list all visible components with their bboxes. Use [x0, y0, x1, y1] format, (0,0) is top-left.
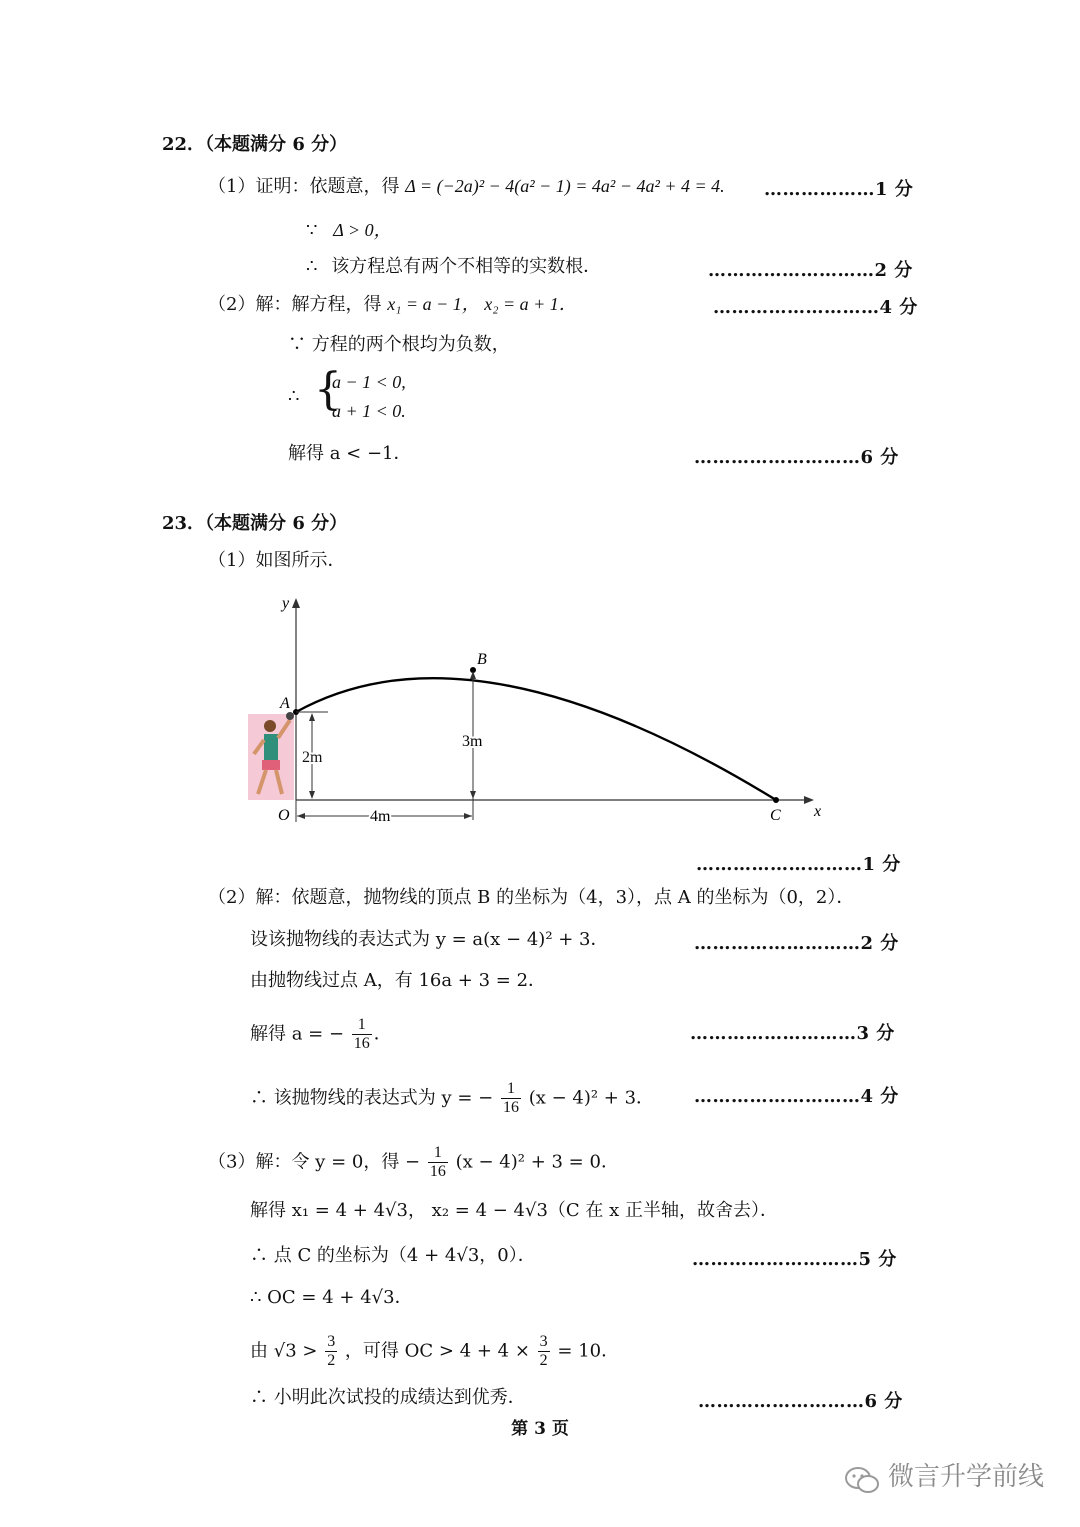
q23-title: 23．（本题满分 6 分） — [162, 513, 348, 534]
q23-part3-line4: ∴ OC = 4 + 4√3． — [250, 1287, 413, 1308]
q23-part2-line5-prefix: ∴ 该抛物线的表达式为 y = − — [250, 1087, 494, 1109]
distance-label: 4m — [370, 808, 391, 825]
q23-part3-line5-b: ，可得 OC > 4 + 4 × — [344, 1340, 530, 1362]
therefore-symbol: ∴ — [306, 256, 318, 277]
system-brace: { — [314, 364, 342, 415]
q23-part3-line2: 解得 x₁ = 4 + 4√3， x₂ = 4 − 4√3（C 在 x 正半轴，故舍去）． — [250, 1200, 779, 1221]
q22-negative-roots: ∵ 方程的两个根均为负数， — [288, 334, 510, 355]
fraction-numerator: 1 — [428, 1144, 448, 1163]
fraction-one-sixteenth-3 — [428, 1144, 448, 1181]
point-c-dot — [773, 797, 779, 803]
q23-score-5: ………………………5 分 — [692, 1249, 897, 1270]
q23-part2-line5 — [250, 1080, 654, 1117]
fraction-denominator: 16 — [353, 1035, 370, 1052]
q22-part1-prefix: （1）证明：依题意，得 — [208, 176, 400, 197]
q22-because-line — [306, 219, 392, 242]
q23-part3-line5-c: = 10． — [557, 1340, 620, 1362]
fraction-one-sixteenth-2 — [501, 1080, 521, 1117]
q22-therefore-line — [306, 256, 601, 278]
q23-part2-line2: 设该抛物线的表达式为 y = a(x − 4)² + 3． — [250, 929, 609, 950]
fraction-one-sixteenth — [352, 1016, 372, 1053]
parabola-curve — [296, 678, 776, 800]
therefore-symbol-2: ∴ — [288, 386, 300, 407]
wechat-icon — [844, 1465, 880, 1497]
q23-score-4: ………………………4 分 — [694, 1086, 899, 1107]
q23-part2-line4-prefix: 解得 a = − — [250, 1023, 345, 1045]
athlete-illustration — [248, 712, 294, 800]
height-b-label: 3m — [462, 733, 483, 750]
fraction-numerator: 3 — [539, 1333, 548, 1350]
fraction-numerator: 3 — [327, 1333, 336, 1350]
q22-score-4: ………………………4 分 — [713, 297, 918, 318]
origin-label: O — [278, 807, 290, 824]
q22-part2-roots: x₁ = a − 1， x₂ = a + 1． — [387, 294, 577, 314]
fraction-numerator: 1 — [352, 1016, 372, 1035]
q22-score-2: ………………………2 分 — [708, 260, 913, 281]
q23-part3-line6: ∴ 小明此次试投的成绩达到优秀． — [250, 1387, 526, 1408]
parabola-figure — [240, 590, 840, 830]
fraction-three-halves — [325, 1333, 337, 1370]
page-number: 第 3 页 — [511, 1419, 569, 1439]
q23-score-6: ………………………6 分 — [698, 1391, 903, 1412]
fraction-numerator: 1 — [501, 1080, 521, 1099]
q22-system-line-2: a + 1 < 0. — [332, 401, 406, 421]
q22-delta-positive: Δ > 0， — [333, 220, 392, 240]
fraction-denominator: 2 — [327, 1352, 336, 1369]
fraction-denominator: 2 — [539, 1352, 548, 1369]
q22-conclusion: 该方程总有两个不相等的实数根． — [331, 256, 602, 277]
q22-system-line-1: a − 1 < 0, — [332, 372, 406, 392]
q23-part2-line4: 解得 a = − $\frac{1}{16}$ ． — [250, 1016, 392, 1052]
q23-score-3: ………………………3 分 — [690, 1023, 895, 1044]
point-c-label: C — [770, 807, 781, 824]
q22-score-1: ………………1 分 — [764, 179, 914, 200]
y-axis-label: y — [282, 595, 290, 612]
fraction-three-halves-2 — [538, 1333, 550, 1370]
q22-part1-formula: Δ = (−2a)² − 4(a² − 1) = 4a² − 4a² + 4 = 4. — [405, 176, 725, 196]
q23-part1: （1）如图所示． — [208, 550, 346, 571]
q22-part2-prefix: （2）解：解方程，得 — [208, 294, 382, 315]
watermark-text: 微言升学前线 — [887, 1462, 1044, 1492]
height-a-label: 2m — [302, 749, 323, 766]
q22-part1 — [208, 175, 725, 198]
point-b-label: B — [477, 651, 487, 668]
q22-title: 22．（本题满分 6 分） — [162, 134, 348, 155]
q23-part3-line1-prefix: （3）解：令 y = 0，得 − — [208, 1151, 421, 1173]
fraction-denominator: 16 — [429, 1163, 446, 1180]
q23-part3-line5 — [250, 1333, 619, 1370]
q23-part2-line3: 由抛物线过点 A，有 16a + 3 = 2． — [250, 970, 547, 991]
q22-part2 — [208, 293, 577, 316]
point-a-label: A — [280, 695, 290, 712]
q23-score-1: ………………………1 分 — [696, 854, 901, 875]
q22-score-6: ………………………6 分 — [694, 447, 899, 468]
x-axis-label: x — [814, 803, 822, 820]
fraction-denominator: 16 — [502, 1099, 519, 1116]
q23-part3-line1 — [208, 1144, 619, 1181]
q23-part2-line5-suffix: (x − 4)² + 3． — [528, 1087, 655, 1109]
because-symbol: ∵ — [306, 220, 318, 241]
q23-part3-line1-suffix: (x − 4)² + 3 = 0． — [455, 1151, 619, 1173]
q23-part3-line5-a: 由 √3 > — [250, 1340, 318, 1362]
q22-solution: 解得 a < −1． — [288, 443, 412, 464]
q23-part2-line1: （2）解：依题意，抛物线的顶点 B 的坐标为（4，3），点 A 的坐标为（0，2）． — [208, 887, 855, 908]
q23-score-2: ………………………2 分 — [694, 933, 899, 954]
q23-part3-line3: ∴ 点 C 的坐标为（4 + 4√3，0）． — [250, 1245, 536, 1266]
